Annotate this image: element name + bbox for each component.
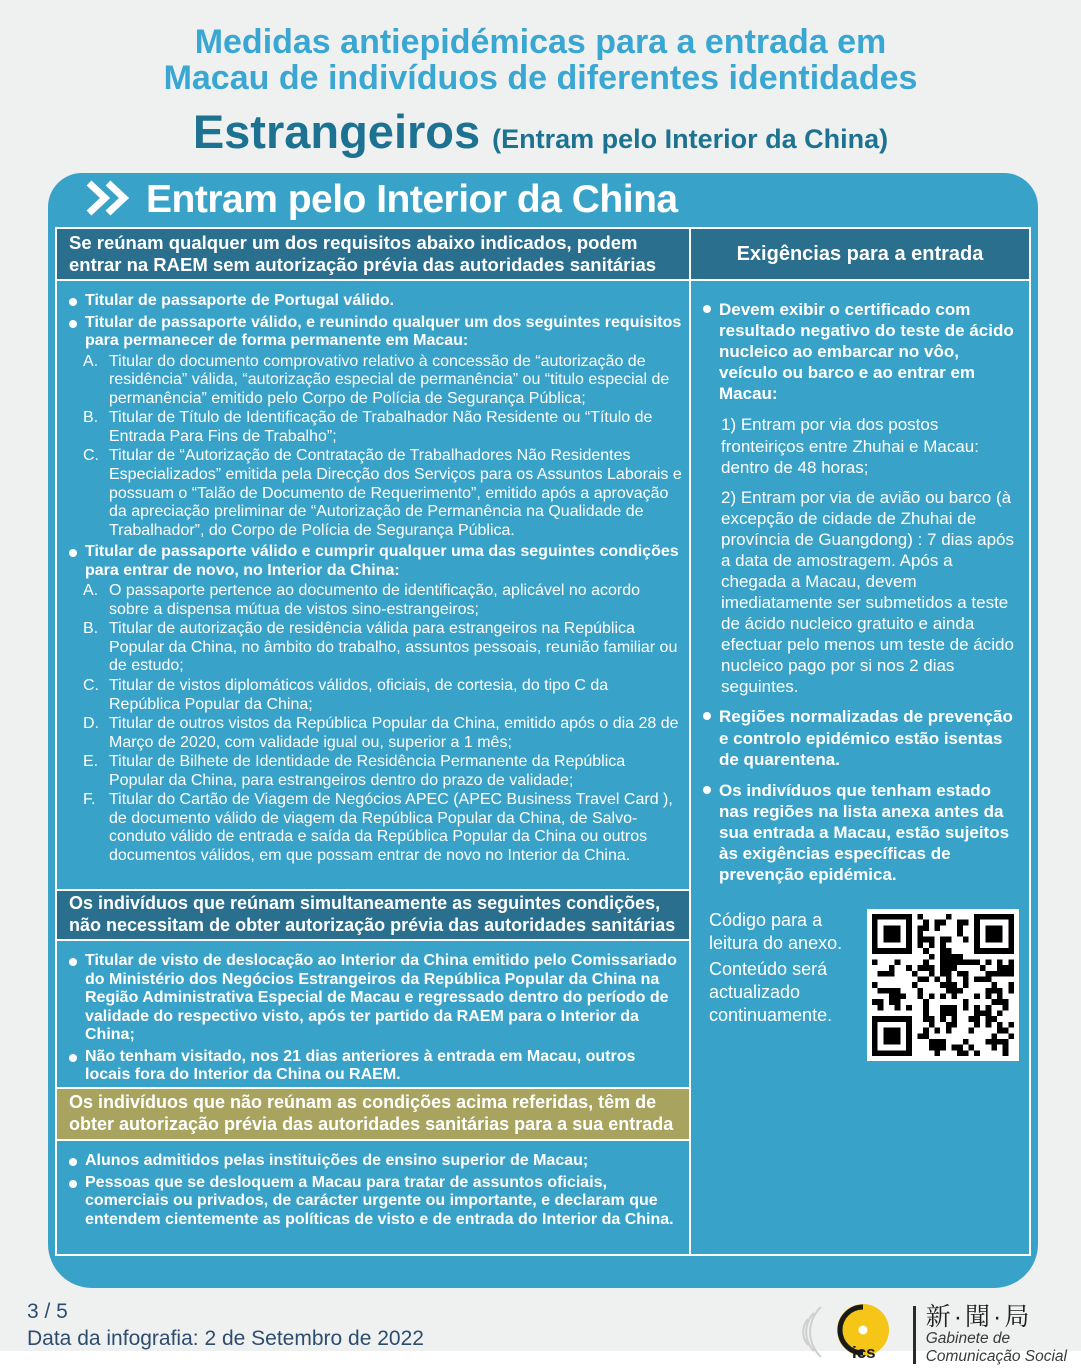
right-section	[691, 281, 1029, 1254]
bullet-dot-icon	[69, 1158, 77, 1166]
bullet-item: Os indivíduos que tenham estado nas regiões na lista anexa antes da sua entrada a Macau, estão sujeitos às exigências específicas de prevenção epidémica.	[703, 780, 1019, 885]
item-letter-marker: A.	[83, 352, 99, 370]
left-section-3	[57, 1141, 689, 1254]
right-column-header	[691, 229, 1029, 279]
bullet-item: Titular de passaporte válido, e reunindo qualquer um dos seguintes requisitos para permanecer de forma permanente em Macau:	[69, 314, 683, 351]
bullet-dot-icon	[69, 320, 77, 328]
bullet-dot-icon	[69, 1054, 77, 1062]
lettered-item: B. Titular de Título de Identificação de Trabalhador Não Residente ou “Título de Entrada Para Fins de Trabalho”;	[83, 409, 653, 445]
left-column	[57, 229, 689, 1254]
bullet-item: Não tenham visitado, nos 21 dias anteriores à entrada em Macau, outros locais fora do Interior da China ou RAEM.	[69, 1048, 683, 1085]
lettered-item: C. Titular de “Autorização de Contratação de Trabalhadores Não Residentes Especializados” emitida pela Direcção dos Serviços para os Assuntos Laborais e possuam o “Talão de Documento de Requerimento”, emitido após a aprovação da apreciação preliminar de “Autorização de Permanência na Qualidade de Trabalhador”, do Corpo de Polícia de Segurança Pública.	[83, 447, 682, 539]
item-letter-marker: A.	[83, 582, 99, 600]
left-column-header	[57, 229, 689, 279]
logo-chinese-name: 新·聞·局	[925, 1303, 1033, 1332]
footer-info	[27, 1299, 424, 1353]
subtitle-group: Estrangeiros	[192, 105, 481, 159]
paragraph-item: 2) Entram por via de avião ou barco (à excepção de cidade de Zhuhai de província de Guangdong) : 7 dias após a data de amostragem. Após a chegada a Macau, devem imediatamente ser submetidos a teste de ácido nucleico gratuito e ainda efectuar pelo menos um teste de ácido nucleico pago por si nos 2 dias seguintes.	[721, 487, 1014, 697]
main-panel	[48, 173, 1038, 1288]
right-column-header-text: Exigências para a entrada	[736, 242, 984, 265]
item-letter-marker: C.	[83, 677, 99, 694]
lettered-item: C. Titular de vistos diplomáticos válidos, oficiais, de cortesia, do tipo C da República Popular da China;	[83, 677, 609, 713]
page-title	[0, 0, 1081, 96]
page-title-line1: Medidas antiepidémicas para a entrada em	[194, 23, 887, 61]
subtitle-row	[0, 104, 1081, 159]
lettered-item: E. Titular de Bilhete de Identidade de Residência Permanente da República Popular da China, para estrangeiros dentro do prazo de validade;	[83, 753, 626, 789]
lettered-item: B. Titular de autorização de residência válida para estrangeiros na República Popular da China, no âmbito do trabalho, assuntos pessoais, reunião familiar ou de estudo;	[83, 620, 678, 675]
left-section-1	[57, 281, 689, 889]
paragraph-item: 1) Entram por via dos postos fronteiriços entre Zhuhai e Macau: dentro de 48 horas;	[721, 415, 979, 477]
left-band-simultaneous-text: Os indivíduos que reúnam simultaneamente as seguintes condições, não necessitam de obter autorização prévia das autoridades sanitárias	[69, 893, 676, 936]
section-banner	[48, 173, 1038, 227]
bullet-item: Titular de passaporte válido e cumprir qualquer uma das seguintes condições para entrar de novo, no Interior da China:	[69, 543, 683, 580]
banner-title: Entram pelo Interior da China	[146, 178, 678, 222]
left-band-simultaneous	[57, 891, 689, 939]
bullet-item: Pessoas que se desloquem a Macau para tratar de assuntos oficiais, comerciais ou privados, de carácter urgente ou importante, e declaram que entendem cientemente as políticas de visto e de entrada do Interior da China.	[69, 1174, 683, 1230]
lettered-item: A. Titular do documento comprovativo relativo à concessão de “autorização de residência” válida, “autorização especial de permanência” ou “titulo especial de permanência” emitido pelo Corpo de Polícia de Segurança Pública;	[83, 352, 670, 407]
lettered-item: A. O passaporte pertence ao documento de identificação, aplicável no acordo sobre a dispensa mútua de vistos sino-estrangeiros;	[83, 582, 641, 618]
item-letter-marker: D.	[83, 715, 99, 733]
bullet-item: Alunos admitidos pelas instituições de ensino superior de Macau;	[69, 1152, 683, 1171]
gcs-acronym: ics	[851, 1343, 876, 1363]
gcs-logo	[799, 1299, 1067, 1370]
footer	[0, 1288, 1081, 1370]
bullet-dot-icon	[703, 305, 711, 313]
bullet-dot-icon	[703, 712, 711, 720]
left-band-authorization	[57, 1089, 689, 1139]
item-letter-marker: F.	[83, 791, 96, 809]
double-chevron-icon	[84, 180, 130, 221]
qr-block	[709, 909, 1019, 1061]
right-column	[691, 229, 1029, 1254]
infographic-date: Data da infografia: 2 de Setembro de 2022	[27, 1326, 424, 1350]
bullet-dot-icon	[69, 298, 77, 306]
left-band-authorization-text: Os indivíduos que não reúnam as condições acima referidas, têm de obter autorização prévia das autoridades sanitárias para a sua entrada	[69, 1092, 674, 1135]
lettered-item: D. Titular de outros vistos da República Popular da China, emitido após o dia 28 de Março de 2020, com validade igual ou, superior a 1 mês;	[83, 715, 679, 751]
bullet-item: Titular de passaporte de Portugal válido.	[69, 292, 683, 311]
qr-caption-line1: Código para a leitura do anexo.	[709, 910, 843, 954]
lettered-item: F. Titular do Cartão de Viagem de Negócios APEC (APEC Business Travel Card ), de documento válido de viagem da República Popular da China, de Salvo-conduto válido de entrada e saída da República Popular da China ou outros documentos válidos, em que possam entrar de novo no Interior da China.	[83, 791, 673, 864]
qr-caption	[709, 909, 855, 1030]
logo-portuguese-name-line1: Gabinete de	[925, 1330, 1011, 1348]
page-title-line2: Macau de indivíduos de diferentes identidades	[163, 59, 918, 98]
gcs-emblem-icon	[799, 1299, 903, 1370]
logo-divider	[913, 1306, 916, 1364]
bullet-dot-icon	[69, 958, 77, 966]
bullet-dot-icon	[69, 549, 77, 557]
left-column-header-text: Se reúnam qualquer um dos requisitos abaixo indicados, podem entrar na RAEM sem autorização prévia das autoridades sanitárias	[69, 231, 657, 276]
bullet-item: Titular de visto de deslocação ao Interior da China emitido pelo Comissariado do Ministério dos Negócios Estrangeiros da República Popular da China na Região Administrativa Especial de Macau e regressado dentro do período de validade do respectivo visto, após ter partido da RAEM para o Interior da China;	[69, 952, 683, 1045]
logo-portuguese-name-line2: Comunicação Social	[925, 1347, 1067, 1365]
right-items	[703, 299, 1019, 885]
item-letter-marker: E.	[83, 753, 99, 771]
item-letter-marker: B.	[83, 409, 99, 427]
bullet-dot-icon	[703, 786, 711, 794]
item-letter-marker: B.	[83, 620, 99, 638]
qr-caption-line2: Conteúdo será actualizado continuamente.	[709, 959, 833, 1026]
subtitle-note: (Entram pelo Interior da China)	[492, 124, 889, 155]
bullet-item: Devem exibir o certificado com resultado negativo do teste de ácido nucleico ao embarcar no vôo, veículo ou barco e ao entrar em Macau:	[703, 299, 1019, 404]
logo-text	[926, 1304, 1067, 1365]
bullet-dot-icon	[69, 1180, 77, 1188]
qr-code	[867, 909, 1019, 1061]
left-section-2	[57, 941, 689, 1087]
requirements-table	[55, 227, 1031, 1256]
bullet-item: Regiões normalizadas de prevenção e controlo epidémico estão isentas de quarentena.	[703, 706, 1019, 769]
page-number: 3 / 5	[27, 1300, 68, 1324]
item-letter-marker: C.	[83, 447, 99, 465]
